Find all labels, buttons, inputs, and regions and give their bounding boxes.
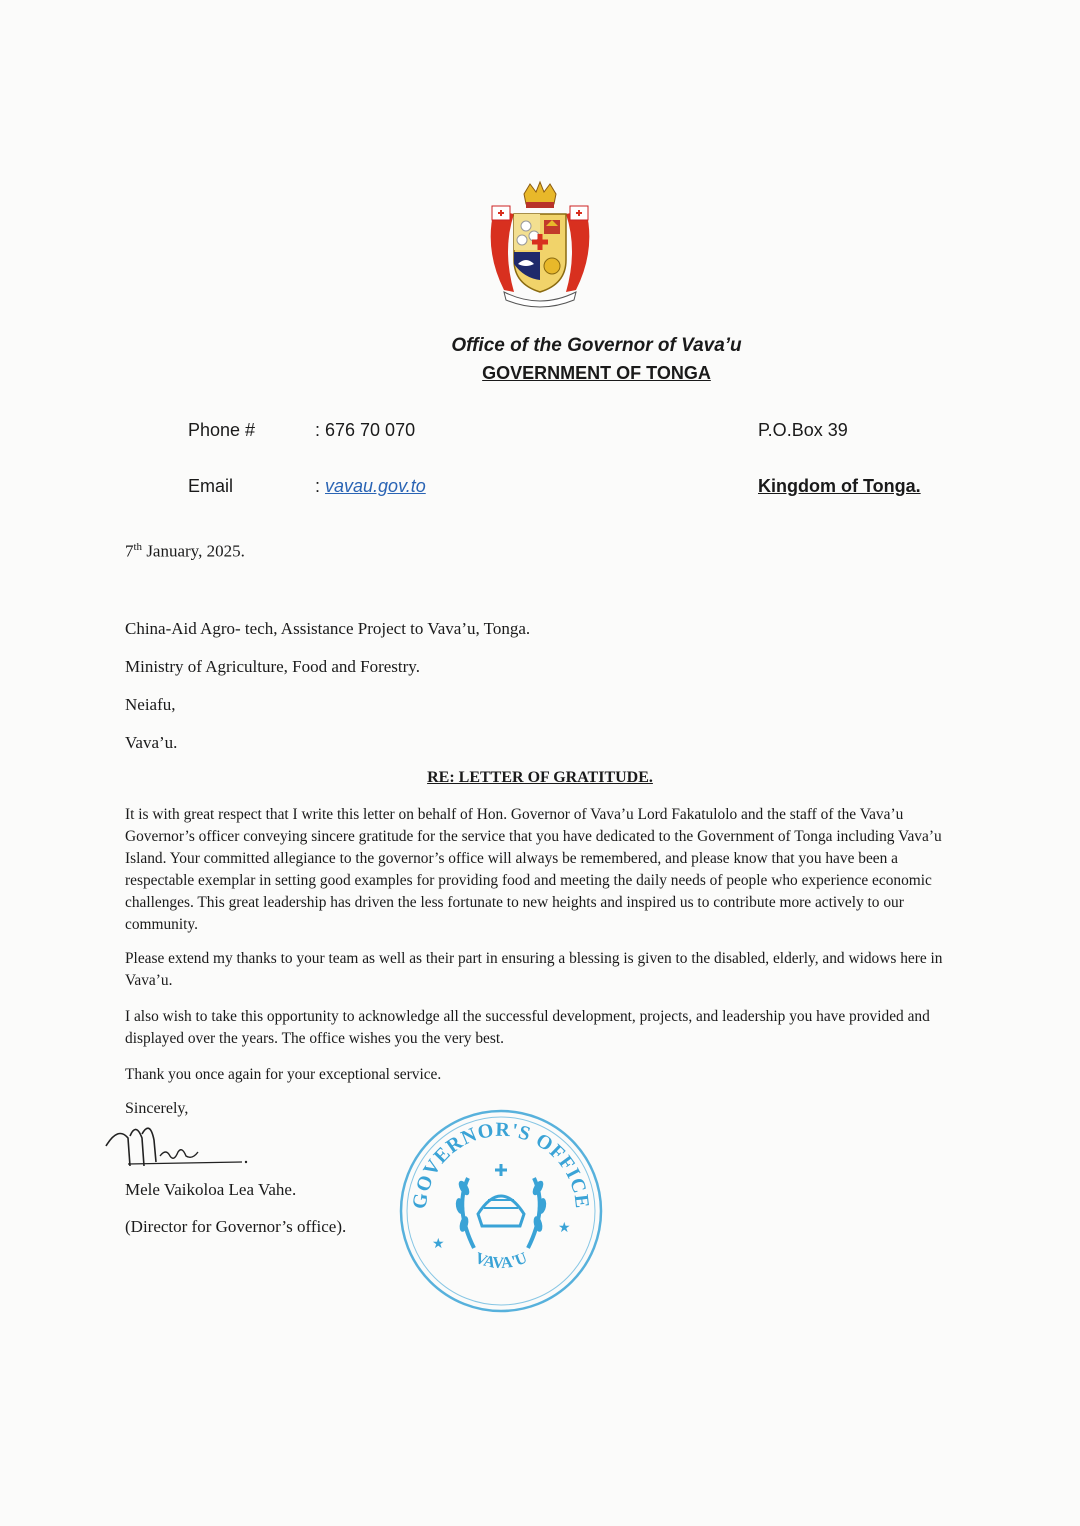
recipient-line: China-Aid Agro- tech, Assistance Project to Vava’u, Tonga. xyxy=(125,619,531,638)
date-rest: January, 2025. xyxy=(142,541,245,561)
kingdom-address: Kingdom of Tonga. xyxy=(758,476,921,496)
phone-label: Phone # xyxy=(188,420,256,440)
date-day: 7 xyxy=(125,541,134,561)
signatory-title: (Director for Governor’s office). xyxy=(125,1217,347,1236)
closing: Sincerely, xyxy=(125,1100,189,1117)
po-box: P.O.Box 39 xyxy=(758,420,848,440)
recipient-line: Ministry of Agriculture, Food and Forestry. xyxy=(125,657,420,676)
body-paragraph: Please extend my thanks to your team as well as their part in ensuring a blessing is given to the disabled, elderly, and widows here in Vava’u. xyxy=(125,950,943,989)
recipient-line: Vava’u. xyxy=(125,733,178,752)
handwritten-signature xyxy=(100,1116,260,1176)
government-title: GOVERNMENT OF TONGA xyxy=(482,363,711,383)
signatory-name: Mele Vaikoloa Lea Vahe. xyxy=(125,1180,297,1199)
svg-text:★: ★ xyxy=(432,1237,445,1252)
svg-text:★: ★ xyxy=(558,1221,571,1236)
body-paragraph: Thank you once again for your exceptional service. xyxy=(125,1066,442,1083)
body-paragraph: I also wish to take this opportunity to acknowledge all the successful development, projects, and leadership you have provided and displayed over the years. The office wishes you the very best. xyxy=(125,1008,930,1047)
email-prefix: : xyxy=(315,476,326,496)
recipient-line: Neiafu, xyxy=(125,695,176,714)
svg-text:GOVERNOR'S OFFICE: GOVERNOR'S OFFICE xyxy=(408,1118,594,1211)
phone-value: : 676 70 070 xyxy=(315,420,416,440)
svg-text:VAVA'U: VAVA'U xyxy=(472,1249,530,1273)
letter-subject: RE: LETTER OF GRATITUDE. xyxy=(427,769,653,786)
email-link[interactable]: vavau.gov.to xyxy=(325,476,426,496)
governors-office-stamp xyxy=(398,1108,604,1314)
date-suffix: th xyxy=(133,541,143,553)
tonga-coat-of-arms-icon xyxy=(474,180,606,310)
office-title: Office of the Governor of Vava’u xyxy=(451,335,742,356)
body-paragraph: It is with great respect that I write this letter on behalf of Hon. Governor of Vava’u Lord Fakatulolo and the staff of the Vava’u Governor’s officer conveying sincere gratitude for the service that you have dedicated to the Government of Tonga including Vava’u Island. Your committed allegiance to the governor’s office will always be remembered, and please know that you have been a respectable exemplar in setting good examples for providing food and meeting the daily needs of people who experience economic challenges. This great leadership has driven the less fortunate to new heights and inspired us to contribute more actively to our community. xyxy=(125,806,942,933)
email-row xyxy=(315,476,426,497)
email-label: Email xyxy=(188,476,234,496)
letter-date xyxy=(125,541,245,562)
